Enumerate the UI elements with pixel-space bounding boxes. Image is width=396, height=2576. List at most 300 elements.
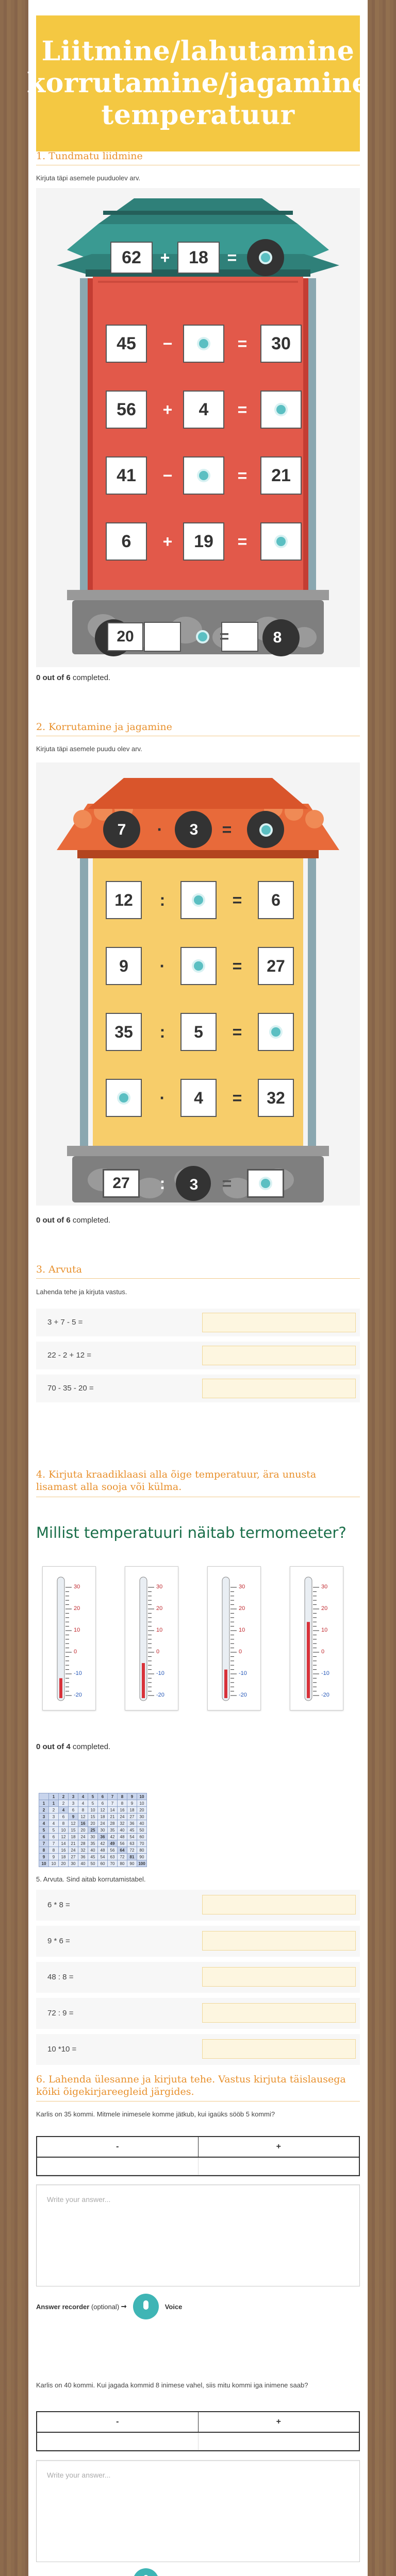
table-cell: 16: [78, 1820, 88, 1827]
table-cell: 6: [98, 1800, 108, 1807]
base-operator: −: [162, 626, 173, 646]
table-row[interactable]: [37, 2433, 359, 2450]
input-dot-icon: [198, 632, 207, 641]
h2-row0-b-input[interactable]: [180, 881, 217, 919]
scale-label: 30: [239, 1584, 245, 1590]
table-cell: 28: [78, 1840, 88, 1847]
table-cell: 70: [137, 1840, 147, 1847]
roof2-number-b: 3: [189, 821, 199, 838]
table-cell: 100: [137, 1860, 147, 1867]
scale-label: 20: [74, 1605, 80, 1612]
roof2-answer-input[interactable]: [253, 817, 279, 843]
h2-row1-equals: =: [232, 956, 242, 975]
col-plus: +: [276, 2417, 281, 2426]
input-dot-icon: [199, 471, 208, 480]
calc-row: [36, 1962, 360, 1993]
table-cell: 16: [118, 1807, 127, 1814]
h2-row1-a: 9: [106, 947, 142, 985]
table-cell: 20: [137, 1807, 147, 1814]
table-cell: 32: [78, 1847, 88, 1854]
h1-row3-equals: =: [237, 532, 248, 551]
input-dot-icon: [199, 339, 208, 348]
section-4-progress: [36, 1742, 110, 1751]
table-header-cell: 6: [98, 1793, 108, 1800]
table-cell: 24: [69, 1847, 78, 1854]
table-cell: 3: [49, 1814, 59, 1820]
table-cell: 27: [127, 1814, 137, 1820]
scale-label: 10: [156, 1627, 163, 1633]
table-cell: 8: [59, 1820, 69, 1827]
table-cell: 14: [59, 1840, 69, 1847]
h1-row1-operator: +: [162, 400, 173, 419]
table-cell: 5: [88, 1800, 98, 1807]
multiplication-table: [39, 1793, 147, 1867]
table-header-cell: 7: [39, 1840, 49, 1847]
section-1-heading: 1. Tundmatu liidmine: [36, 150, 143, 162]
table-cell: 4: [49, 1820, 59, 1827]
thermometer-question: Millist temperatuuri näitab termomeeter?: [36, 1524, 346, 1541]
scale-label: -10: [74, 1670, 82, 1676]
table-cell: 56: [118, 1840, 127, 1847]
table-cell: 49: [108, 1840, 118, 1847]
table-cell: 25: [88, 1827, 98, 1834]
table-cell: 30: [98, 1827, 108, 1834]
h2-row3-a-input[interactable]: [106, 1079, 142, 1117]
thermometer-mercury: [142, 1663, 145, 1698]
section-1-instruction: Kirjuta täpi asemele puuduolev arv.: [36, 174, 141, 182]
microphone-icon[interactable]: [133, 2294, 159, 2319]
roof2-equals: =: [222, 820, 232, 839]
roof-answer-input[interactable]: [248, 245, 284, 270]
table-header-cell: 4: [78, 1793, 88, 1800]
roof-operator: +: [160, 248, 170, 267]
table-cell: 36: [127, 1820, 137, 1827]
table-cell: 35: [108, 1827, 118, 1834]
scale-label: 30: [321, 1584, 328, 1590]
table-cell: 10: [137, 1800, 147, 1807]
table-cell: 40: [78, 1860, 88, 1867]
h2-row2-equals: =: [232, 1022, 242, 1041]
calc-row-answer-input[interactable]: [202, 1895, 356, 1914]
textarea-placeholder: Write your answer...: [47, 2195, 111, 2204]
table-cell: 40: [137, 1820, 147, 1827]
table-cell: 10: [88, 1807, 98, 1814]
h2-row2-a: 35: [106, 1013, 142, 1051]
roof2-operator: ·: [157, 820, 163, 839]
table-cell: 63: [108, 1854, 118, 1860]
thermometer-icon: [208, 1567, 261, 1711]
thermometer-card: [42, 1566, 96, 1710]
thermometer-icon: [43, 1567, 96, 1711]
table-cell: 80: [118, 1860, 127, 1867]
table-cell: 7: [49, 1840, 59, 1847]
table-cell: 1: [49, 1800, 59, 1807]
table-header-cell: 5: [39, 1827, 49, 1834]
table-cell: 15: [88, 1814, 98, 1820]
calc-row: [36, 1890, 360, 1921]
h1-row2-operator: −: [162, 466, 173, 485]
calc-row-answer-input[interactable]: [202, 2003, 356, 2023]
h1-row3-c-input[interactable]: [260, 522, 302, 561]
calc-row-answer-input[interactable]: [202, 2039, 356, 2059]
col-minus: -: [37, 2137, 199, 2157]
table-header-cell: 8: [118, 1793, 127, 1800]
table-header-cell: 5: [88, 1793, 98, 1800]
thermometer-mercury: [307, 1622, 310, 1698]
textarea-placeholder: Write your answer...: [47, 2471, 111, 2479]
base-equals: =: [219, 626, 229, 646]
table-cell: 9: [127, 1800, 137, 1807]
table-cell: 12: [78, 1814, 88, 1820]
table-row: [39, 1840, 147, 1847]
base2-equals: =: [222, 1174, 232, 1193]
table-cell: 30: [69, 1860, 78, 1867]
scale-label: 0: [321, 1649, 325, 1655]
section-3-heading: 3. Arvuta: [36, 1264, 82, 1275]
s6-question-1: Karlis on 35 kommi. Mitmele inimesele komme jätkub, kui igaüks sööb 5 kommi?: [36, 2110, 275, 2118]
section-2-progress: [36, 1216, 110, 1225]
h1-row2-c: 21: [260, 456, 302, 495]
table-cell: 72: [118, 1854, 127, 1860]
table-cell: 42: [108, 1834, 118, 1840]
scale-label: -20: [74, 1692, 82, 1698]
arrow-right-icon: ➞: [121, 2302, 127, 2310]
table-header-cell: 2: [59, 1793, 69, 1800]
table-cell: 70: [108, 1860, 118, 1867]
section-5-instruction: 5. Arvuta. Sind aitab korrutamistabel.: [36, 1875, 146, 1883]
table-cell: 56: [108, 1847, 118, 1854]
scale-label: 30: [74, 1584, 80, 1590]
table-cell: 27: [69, 1854, 78, 1860]
table-header-cell: 1: [39, 1800, 49, 1807]
h2-row3-c: 32: [258, 1079, 294, 1117]
base-result: 8: [273, 629, 282, 646]
h2-row3-b: 4: [180, 1079, 217, 1117]
scale-label: 20: [321, 1605, 328, 1612]
h2-row3-operator: ·: [159, 1088, 166, 1107]
table-header-cell: 4: [39, 1820, 49, 1827]
table-cell: 40: [88, 1847, 98, 1854]
table-cell: 50: [137, 1827, 147, 1834]
input-dot-icon: [194, 895, 203, 905]
section-2-instruction: Kirjuta täpi asemele puudu olev arv.: [36, 745, 142, 753]
h1-row3-operator: +: [162, 532, 173, 551]
thermometer-icon: [125, 1567, 179, 1711]
section-6-rule: [36, 2101, 360, 2102]
section-4-heading: 4. Kirjuta kraadiklaasi alla õige temperatuur, ära unusta lisamast alla sooja või külma.: [36, 1469, 317, 1493]
h1-row0-b-input[interactable]: [183, 325, 224, 363]
table-cell: 2: [59, 1800, 69, 1807]
h1-row3-b: 19: [183, 522, 224, 561]
calc-row: [36, 1998, 360, 2029]
h2-row1-operator: ·: [159, 956, 166, 975]
scale-label: 10: [74, 1627, 80, 1633]
calc-row-expression: 10 *10 =: [47, 2045, 77, 2054]
calc-row-expression: 70 - 35 - 20 =: [47, 1384, 94, 1393]
base2-number-a: 27: [103, 1170, 139, 1197]
table-cell: 24: [78, 1834, 88, 1840]
h1-row0-equals: =: [237, 334, 248, 353]
answer-table-1: [36, 2136, 360, 2176]
table-cell: 28: [108, 1820, 118, 1827]
table-header-cell: 2: [39, 1807, 49, 1814]
h1-row0-a: 45: [106, 325, 147, 363]
table-cell: 4: [59, 1807, 69, 1814]
section-3-instruction: Lahenda tehe ja kirjuta vastus.: [36, 1288, 127, 1296]
calc-row: [36, 1309, 360, 1336]
col-minus: -: [37, 2412, 199, 2432]
table-header-cell: 9: [127, 1793, 137, 1800]
calc-row-answer-input[interactable]: [202, 1967, 356, 1987]
table-row: [39, 1854, 147, 1860]
calc-row: [36, 2034, 360, 2065]
scale-label: -10: [156, 1670, 164, 1676]
table-cell: 12: [98, 1807, 108, 1814]
table-cell: 30: [88, 1834, 98, 1840]
scale-label: -20: [156, 1692, 164, 1698]
table-row: [39, 1834, 147, 1840]
table-cell: 54: [127, 1834, 137, 1840]
table-cell: 5: [49, 1827, 59, 1834]
section-6-heading: 6. Lahenda ülesanne ja kirjuta tehe. Vastus kirjuta täislausega kõiki õigekirjareegleid järgides.: [36, 2074, 346, 2097]
recorder-optional: (optional): [91, 2302, 120, 2311]
thermometer-card: [207, 1566, 261, 1710]
table-header-cell: 3: [39, 1814, 49, 1820]
table-cell: 72: [127, 1847, 137, 1854]
table-cell: 42: [98, 1840, 108, 1847]
table-cell: 80: [137, 1847, 147, 1854]
scale-label: 0: [156, 1649, 160, 1655]
calc-row-expression: 22 - 2 + 12 =: [47, 1351, 92, 1360]
table-header-cell: 7: [108, 1793, 118, 1800]
table-cell: 21: [69, 1840, 78, 1847]
progress-count: 0 out of 6: [36, 673, 71, 682]
input-dot-icon: [261, 825, 271, 835]
calc-row-answer-input[interactable]: [202, 1313, 356, 1332]
table-row: [39, 1814, 147, 1820]
roof2-number-a: 7: [117, 821, 126, 838]
h1-row0-c: 30: [260, 325, 302, 363]
table-cell: 90: [137, 1854, 147, 1860]
calc-row-expression: 9 * 6 =: [47, 1937, 70, 1945]
table-cell: 10: [59, 1827, 69, 1834]
calc-row-expression: 3 + 7 - 5 =: [47, 1318, 83, 1327]
scale-label: -20: [239, 1692, 247, 1698]
h1-row1-b: 4: [183, 391, 224, 429]
table-cell: 2: [49, 1807, 59, 1814]
table-row: [39, 1860, 147, 1867]
h2-row0-c: 6: [258, 881, 294, 919]
calc-row-expression: 6 * 8 =: [47, 1901, 70, 1909]
table-cell: 8: [49, 1847, 59, 1854]
h2-row1-b-input[interactable]: [180, 947, 217, 985]
table-row: [39, 1847, 147, 1854]
answer-table-2: [36, 2411, 360, 2451]
table-cell: 8: [118, 1800, 127, 1807]
calc-row-expression: 48 : 8 =: [47, 1973, 74, 1981]
voice-label: Voice: [164, 2302, 183, 2311]
h1-row3-a: 6: [106, 522, 147, 561]
table-cell: 48: [118, 1834, 127, 1840]
scale-label: 10: [321, 1627, 328, 1633]
calc-row-expression: 72 : 9 =: [47, 2009, 74, 2018]
input-dot-icon: [276, 405, 286, 414]
thermometer-icon: [290, 1567, 344, 1711]
scale-label: -20: [321, 1692, 329, 1698]
col-plus: +: [276, 2142, 281, 2151]
table-header-cell: 6: [39, 1834, 49, 1840]
table-row: [39, 1807, 147, 1814]
table-cell: 45: [127, 1827, 137, 1834]
answer-recorder-1: [36, 2294, 182, 2319]
page-title: Liitmine/lahutamine korrutamine/jagamine temperatuur: [27, 36, 369, 131]
table-cell: 18: [59, 1854, 69, 1860]
base2-operator: :: [159, 1174, 166, 1193]
s6-question-2: Karlis on 40 kommi. Kui jagada kommid 8 inimese vahel, siis mitu kommi iga inimene saab?: [36, 2381, 308, 2389]
progress-word: completed.: [72, 1742, 111, 1751]
table-header-cell: 10: [137, 1793, 147, 1800]
table-cell: 20: [78, 1827, 88, 1834]
input-dot-icon: [261, 1179, 270, 1188]
table-header-cell: 8: [39, 1847, 49, 1854]
table-header-cell: 3: [69, 1793, 78, 1800]
table-cell: 6: [69, 1807, 78, 1814]
table-cell: 4: [78, 1800, 88, 1807]
h2-row1-c: 27: [258, 947, 294, 985]
table-cell: 12: [69, 1820, 78, 1827]
input-dot-icon: [276, 537, 286, 546]
scale-label: 0: [239, 1649, 242, 1655]
table-cell: 50: [88, 1860, 98, 1867]
h1-row2-equals: =: [237, 466, 248, 485]
table-cell: 10: [49, 1860, 59, 1867]
scale-label: 20: [239, 1605, 245, 1612]
table-cell: 60: [137, 1834, 147, 1840]
h1-row1-equals: =: [237, 400, 248, 419]
answer-textarea-2[interactable]: [36, 2460, 360, 2562]
h1-row0-operator: −: [162, 334, 173, 353]
progress-count: 0 out of 4: [36, 1742, 71, 1751]
table-row[interactable]: [37, 2158, 359, 2175]
recorder-label: Answer recorder: [36, 2302, 90, 2311]
section-2-heading: 2. Korrutamine ja jagamine: [36, 721, 172, 733]
h2-row3-equals: =: [232, 1088, 242, 1107]
answer-recorder-2: [36, 2568, 182, 2576]
h1-row2-a: 41: [106, 456, 147, 495]
table-cell: 9: [69, 1814, 78, 1820]
table-cell: 36: [78, 1854, 88, 1860]
thermometer-mercury: [59, 1678, 62, 1698]
thermometer-card: [290, 1566, 343, 1710]
table-cell: 24: [118, 1814, 127, 1820]
calc-row: [36, 1342, 360, 1369]
table-cell: 20: [88, 1820, 98, 1827]
table-cell: 21: [108, 1814, 118, 1820]
table-cell: 15: [69, 1827, 78, 1834]
scale-label: 20: [156, 1605, 163, 1612]
input-dot-icon: [194, 961, 203, 971]
table-cell: 30: [137, 1814, 147, 1820]
table-cell: 63: [127, 1840, 137, 1847]
roof-equals: =: [227, 248, 237, 267]
h1-row1-a: 56: [106, 391, 147, 429]
progress-count: 0 out of 6: [36, 1216, 71, 1225]
table-cell: 90: [127, 1860, 137, 1867]
table-row: [39, 1820, 147, 1827]
base-number-a: 20: [107, 622, 143, 651]
table-cell: 18: [98, 1814, 108, 1820]
table-cell: 12: [59, 1834, 69, 1840]
h2-row2-c-input[interactable]: [258, 1013, 294, 1051]
table-cell: 45: [88, 1854, 98, 1860]
table-row: [39, 1793, 147, 1800]
table-cell: 35: [88, 1840, 98, 1847]
input-dot-icon: [271, 1027, 280, 1037]
title-banner: [27, 15, 369, 151]
scale-label: 30: [156, 1584, 163, 1590]
progress-word: completed.: [72, 673, 111, 682]
calc-row-answer-input[interactable]: [202, 1346, 356, 1365]
roof-number-a: 62: [122, 247, 141, 267]
progress-word: completed.: [72, 1216, 111, 1225]
calc-row-answer-input[interactable]: [202, 1931, 356, 1951]
table-cell: 48: [98, 1847, 108, 1854]
table-cell: 6: [59, 1814, 69, 1820]
table-cell: 7: [108, 1800, 118, 1807]
h1-row1-c-input[interactable]: [260, 391, 302, 429]
calc-row-answer-input[interactable]: [202, 1379, 356, 1398]
answer-textarea-1[interactable]: [36, 2184, 360, 2286]
table-cell: 32: [118, 1820, 127, 1827]
scale-label: 10: [239, 1627, 245, 1633]
table-cell: 6: [49, 1834, 59, 1840]
thermometer-card: [125, 1566, 178, 1710]
scale-label: -10: [321, 1670, 329, 1676]
h1-row2-b-input[interactable]: [183, 456, 224, 495]
h2-row0-a: 12: [106, 881, 142, 919]
scale-label: -10: [239, 1670, 247, 1676]
table-row: [39, 1827, 147, 1834]
section-3-rule: [36, 1278, 360, 1279]
table-cell: 8: [78, 1807, 88, 1814]
table-cell: 81: [127, 1854, 137, 1860]
table-header-cell: 9: [39, 1854, 49, 1860]
table-row: [39, 1800, 147, 1807]
table-cell: 54: [98, 1854, 108, 1860]
table-header-cell: 1: [49, 1793, 59, 1800]
table-cell: 20: [59, 1860, 69, 1867]
table-cell: 3: [69, 1800, 78, 1807]
h2-row0-equals: =: [232, 890, 242, 909]
table-cell: 24: [98, 1820, 108, 1827]
table-cell: 40: [118, 1827, 127, 1834]
calc-row: [36, 1926, 360, 1957]
base2-number-b: 3: [189, 1176, 199, 1193]
table-header-cell: 10: [39, 1860, 49, 1867]
base2-answer-input[interactable]: [248, 1170, 284, 1197]
calc-row: [36, 1375, 360, 1402]
h2-row0-operator: :: [159, 890, 166, 909]
table-cell: 16: [59, 1847, 69, 1854]
input-dot-icon: [261, 253, 270, 262]
h2-row2-b: 5: [180, 1013, 217, 1051]
input-dot-icon: [119, 1093, 128, 1103]
table-cell: 64: [118, 1847, 127, 1854]
microphone-icon[interactable]: [133, 2568, 159, 2576]
table-cell: 18: [69, 1834, 78, 1840]
table-header-cell: [39, 1793, 49, 1800]
thermometer-mercury: [224, 1670, 227, 1698]
